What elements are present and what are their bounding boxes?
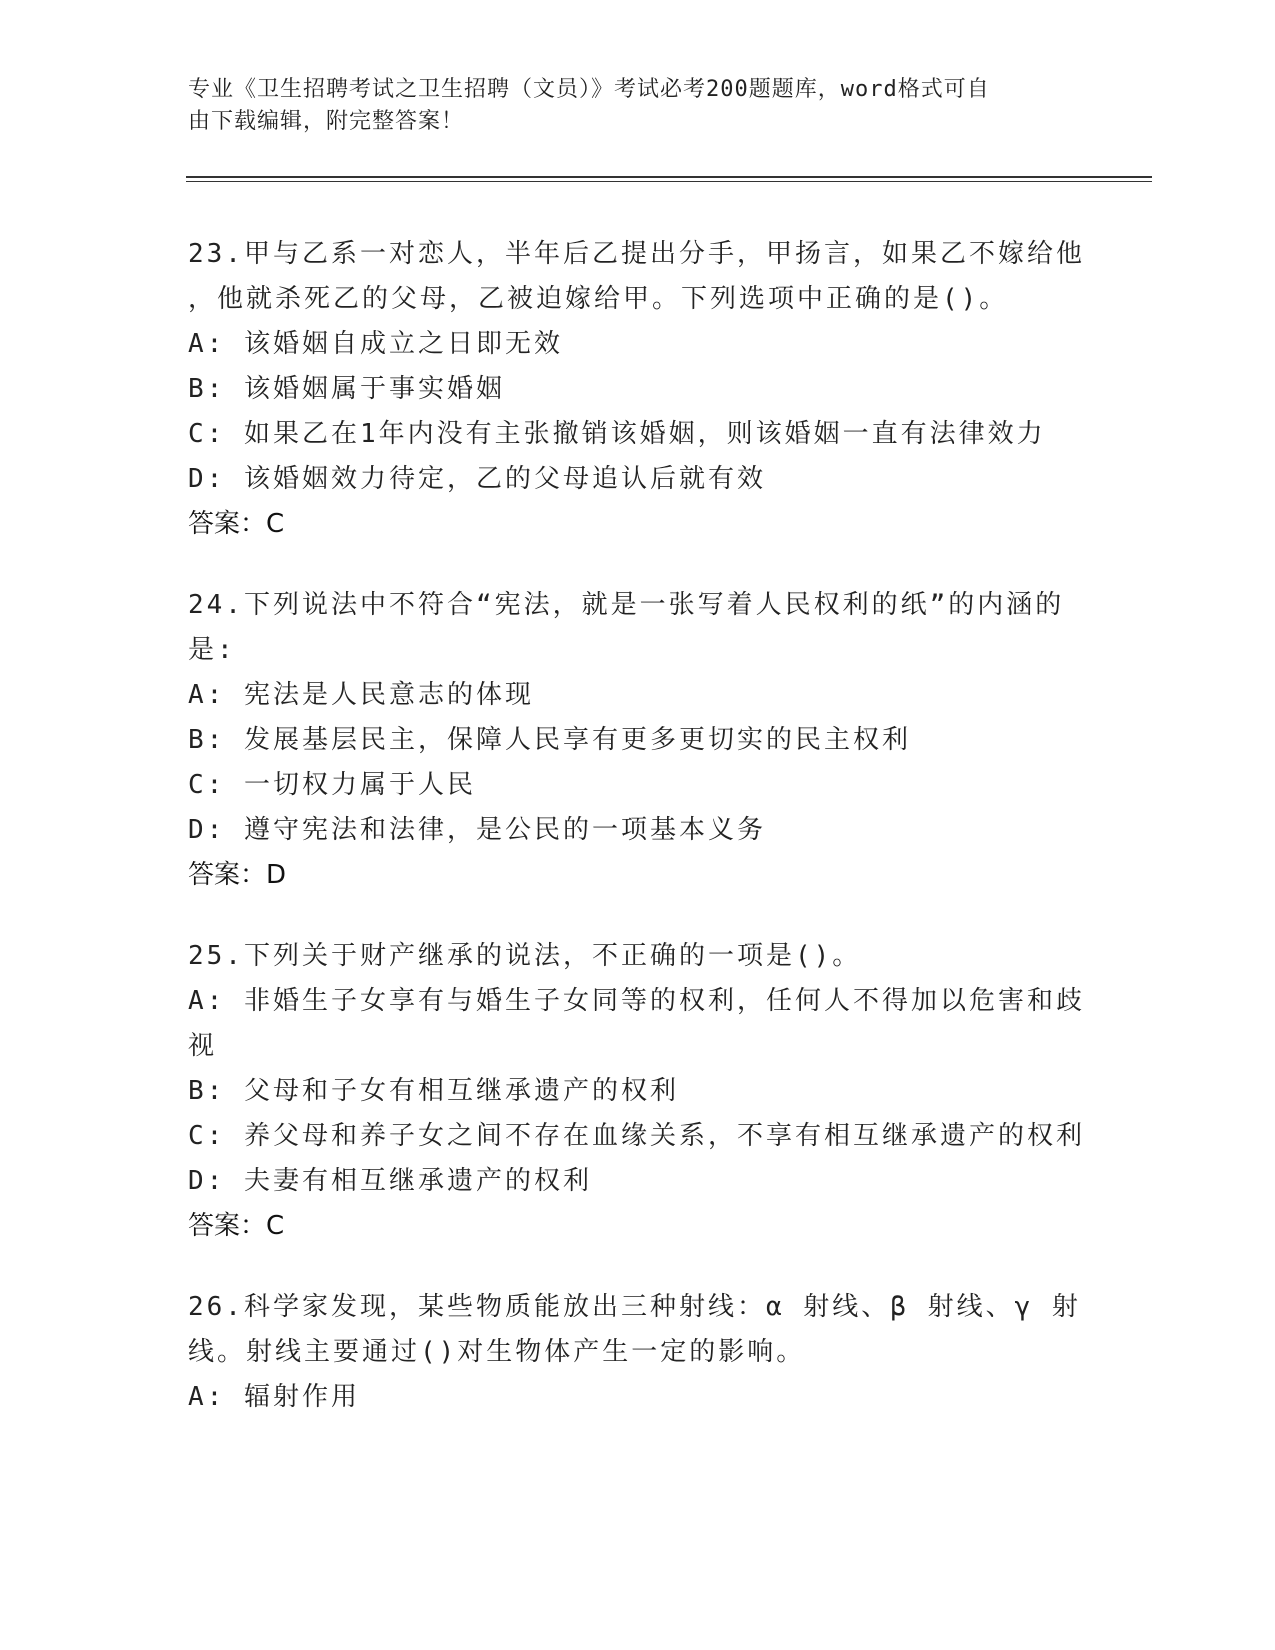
option-d: D: 该婚姻效力待定，乙的父母追认后就有效 xyxy=(188,464,766,494)
option-c: C: 一切权力属于人民 xyxy=(188,770,476,800)
header-divider-thin xyxy=(186,181,1152,182)
question-stem-line: 23.甲与乙系一对恋人，半年后乙提出分手，甲扬言，如果乙不嫁给他 xyxy=(188,239,1085,269)
answer-label: 答案：C xyxy=(188,1211,285,1241)
option-b: B: 父母和子女有相互继承遗产的权利 xyxy=(188,1076,679,1106)
answer-label: 答案：C xyxy=(188,509,285,539)
question-stem-line: ，他就杀死乙的父母，乙被迫嫁给甲。下列选项中正确的是()。 xyxy=(188,284,1009,314)
question-stem-line: 25.下列关于财产继承的说法，不正确的一项是()。 xyxy=(188,941,862,971)
header-line-2: 由下载编辑，附完整答案！ xyxy=(188,109,465,134)
question-stem-line: 24.下列说法中不符合“宪法，就是一张写着人民权利的纸”的内涵的 xyxy=(188,590,1065,620)
option-b: B: 该婚姻属于事实婚姻 xyxy=(188,374,505,404)
option-a: A: 该婚姻自成立之日即无效 xyxy=(188,329,563,359)
document-header xyxy=(188,74,1068,138)
option-b: B: 发展基层民主，保障人民享有更多更切实的民主权利 xyxy=(188,725,911,755)
option-a: A: 辐射作用 xyxy=(188,1382,360,1412)
question-26 xyxy=(188,1285,1088,1420)
question-24 xyxy=(188,583,1088,898)
option-a: A: 宪法是人民意志的体现 xyxy=(188,680,534,710)
question-stem-line: 是: xyxy=(188,635,236,665)
option-a: A: 非婚生子女享有与婚生子女同等的权利，任何人不得加以危害和歧 xyxy=(188,986,1085,1016)
question-stem-line: 26.科学家发现，某些物质能放出三种射线：α 射线、β 射线、γ 射 xyxy=(188,1292,1081,1322)
header-line-1: 专业《卫生招聘考试之卫生招聘（文员）》考试必考200题题库，word格式可自 xyxy=(188,77,990,102)
option-a-continued: 视 xyxy=(188,1031,218,1061)
question-23 xyxy=(188,232,1088,547)
option-d: D: 夫妻有相互继承遗产的权利 xyxy=(188,1166,592,1196)
question-stem-line: 线。射线主要通过()对生物体产生一定的影响。 xyxy=(188,1337,806,1367)
option-c: C: 养父母和养子女之间不存在血缘关系，不享有相互继承遗产的权利 xyxy=(188,1121,1085,1151)
answer-label: 答案：D xyxy=(188,860,287,890)
header-divider-thick xyxy=(186,176,1152,178)
option-c: C: 如果乙在1年内没有主张撤销该婚姻，则该婚姻一直有法律效力 xyxy=(188,419,1046,449)
question-25 xyxy=(188,934,1088,1249)
option-d: D: 遵守宪法和法律，是公民的一项基本义务 xyxy=(188,815,766,845)
question-list xyxy=(188,232,1088,1456)
